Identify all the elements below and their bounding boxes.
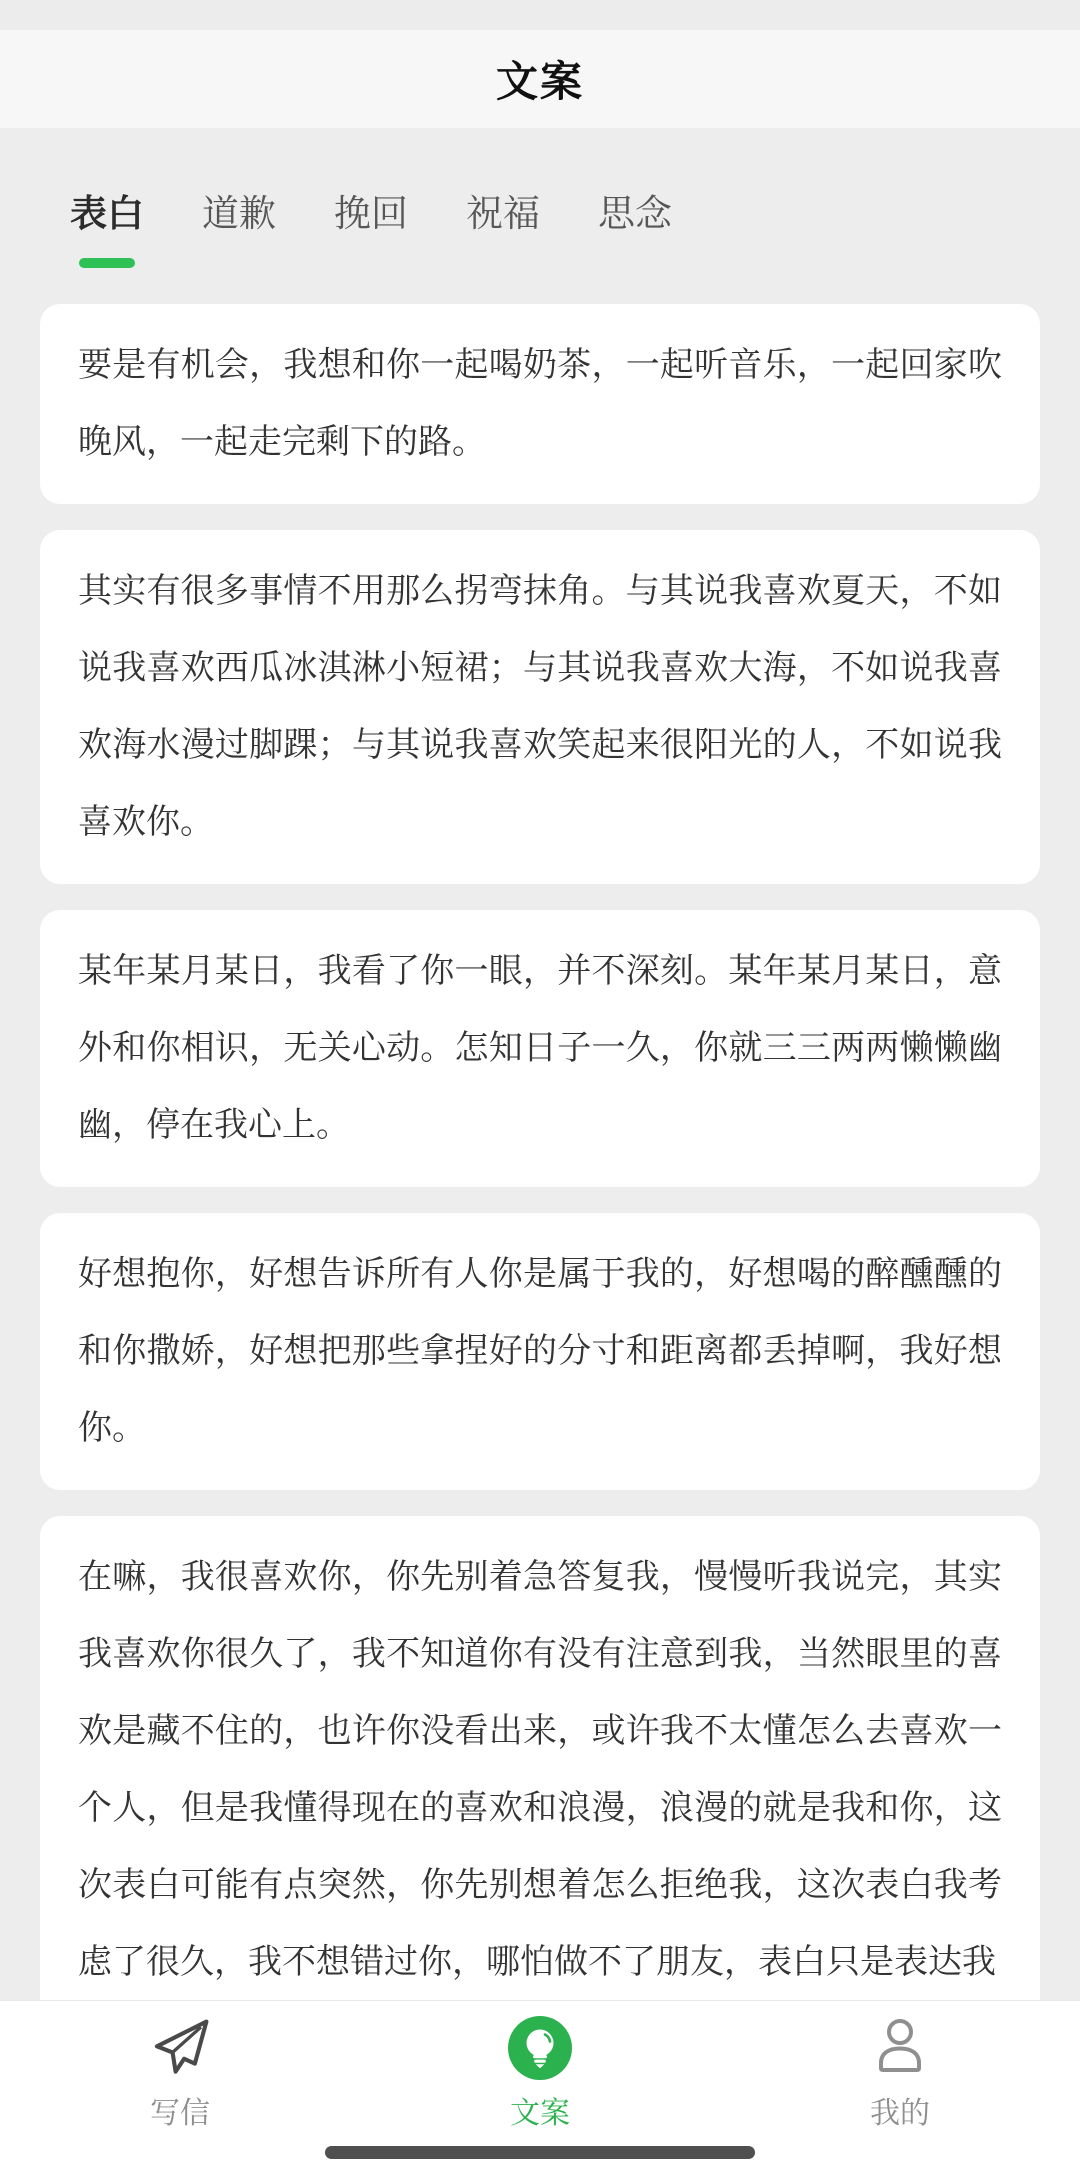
person-icon bbox=[866, 2014, 934, 2082]
copy-card[interactable]: 某年某月某日，我看了你一眼，并不深刻。某年某月某日，意外和你相识，无关心动。怎知日子一久，你就三三两两懒懒幽幽，停在我心上。 bbox=[40, 910, 1040, 1187]
tab-label: 表白 bbox=[70, 193, 144, 234]
tab-underline bbox=[607, 258, 663, 268]
nav-item-mine[interactable] bbox=[720, 2001, 1080, 2169]
tab-blessing[interactable] bbox=[466, 190, 540, 268]
nav-label: 写信 bbox=[150, 2097, 210, 2130]
tab-apology[interactable] bbox=[202, 190, 276, 268]
nav-label: 文案 bbox=[510, 2097, 570, 2130]
paper-plane-icon bbox=[146, 2014, 214, 2082]
bulb-icon bbox=[506, 2014, 574, 2082]
status-bar bbox=[0, 0, 1080, 30]
tab-underline bbox=[475, 258, 531, 268]
nav-label: 我的 bbox=[870, 2097, 930, 2130]
tab-underline bbox=[343, 258, 399, 268]
category-tab-bar bbox=[0, 128, 1080, 268]
tab-confession[interactable] bbox=[70, 190, 144, 268]
home-indicator[interactable] bbox=[325, 2146, 755, 2159]
copy-card-list bbox=[0, 268, 1080, 2024]
tab-label: 挽回 bbox=[334, 193, 408, 234]
tab-underline bbox=[211, 258, 267, 268]
nav-item-write-letter[interactable] bbox=[0, 2001, 360, 2169]
copy-card[interactable]: 好想抱你，好想告诉所有人你是属于我的，好想喝的醉醺醺的和你撒娇，好想把那些拿捏好的分寸和距离都丢掉啊，我好想你。 bbox=[40, 1213, 1040, 1490]
nav-item-copywriting[interactable] bbox=[360, 2001, 720, 2169]
copy-card[interactable]: 其实有很多事情不用那么拐弯抹角。与其说我喜欢夏天，不如说我喜欢西瓜冰淇淋小短裙；与其说我喜欢大海，不如说我喜欢海水漫过脚踝；与其说我喜欢笑起来很阳光的人，不如说我喜欢你。 bbox=[40, 530, 1040, 884]
active-tab-underline bbox=[79, 258, 135, 268]
bottom-nav-bar bbox=[0, 2000, 1080, 2169]
app-header bbox=[0, 30, 1080, 128]
tab-label: 祝福 bbox=[466, 193, 540, 234]
tab-label: 思念 bbox=[598, 193, 672, 234]
tab-label: 道歉 bbox=[202, 193, 276, 234]
page-title: 文案 bbox=[495, 58, 584, 105]
copy-card[interactable]: 要是有机会，我想和你一起喝奶茶，一起听音乐，一起回家吹晚风，一起走完剩下的路。 bbox=[40, 304, 1040, 504]
tab-winback[interactable] bbox=[334, 190, 408, 268]
copy-card[interactable]: 在嘛，我很喜欢你，你先别着急答复我，慢慢听我说完，其实我喜欢你很久了，我不知道你有没有注意到我，当然眼里的喜欢是藏不住的，也许你没看出来，或许我不太懂怎么去喜欢一个人，但是我懂得现在的喜欢和浪漫，浪漫的就是我和你，这次表白可能有点突然，你先别想着怎么拒绝我，这次表白我考虑了很久，我不想错过你，哪怕做不了朋友，表白只是表达我 bbox=[40, 1516, 1040, 2024]
tab-missing[interactable] bbox=[598, 190, 672, 268]
